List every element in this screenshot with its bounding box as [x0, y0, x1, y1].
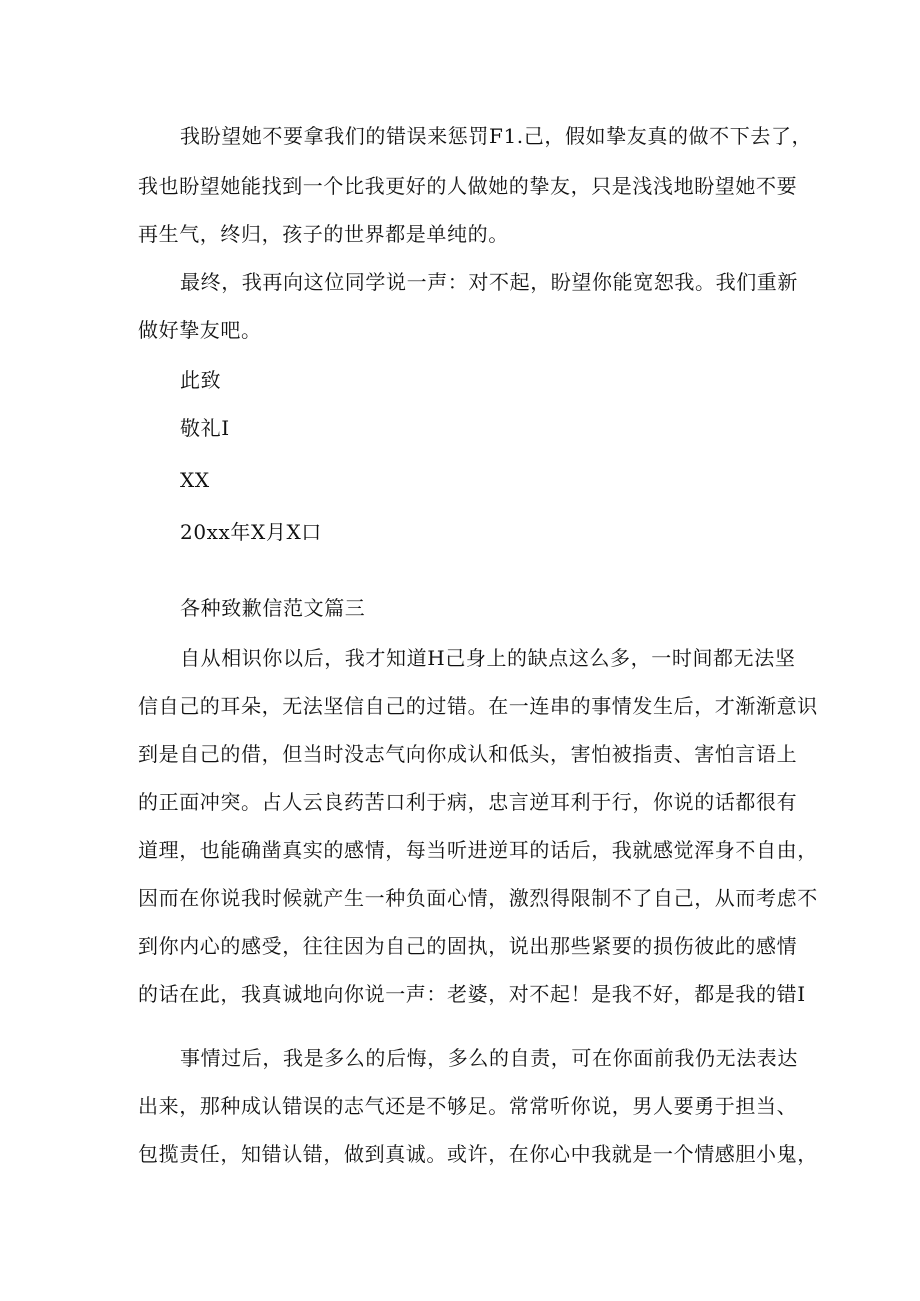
- section-heading: 各种致歉信范文篇三: [180, 596, 366, 620]
- paragraph-line: 到是自己的借，但当时没志气向你成认和低头，害怕被指责、害怕言语上: [138, 742, 798, 766]
- paragraph-line: 再生气，终归，孩子的世界都是单纯的。: [138, 222, 509, 246]
- closing-regards: 敬礼I: [180, 416, 230, 440]
- paragraph-line: 我盼望她不要拿我们的错误来惩罚F1.己，假如挚友真的做不下去了，: [180, 124, 813, 148]
- paragraph-line: 道理，也能确凿真实的感情，每当听进逆耳的话后，我就感觉浑身不自由，: [138, 838, 818, 862]
- paragraph-line: 最终，我再向这位同学说一声：对不起，盼望你能宽恕我。我们重新: [180, 270, 798, 294]
- paragraph-line: 信自己的耳朵，无法坚信自己的过错。在一连串的事情发生后，才渐渐意识: [138, 694, 818, 718]
- signature-date: 20xx年X月X口: [180, 520, 322, 544]
- signature-name: XX: [180, 468, 210, 492]
- paragraph-line: 的正面冲突。占人云良药苦口利于病，忠言逆耳利于行，你说的话都很有: [138, 790, 798, 814]
- paragraph-line: 的话在此，我真诚地向你说一声：老婆，对不起！是我不好，都是我的错I: [138, 982, 806, 1006]
- paragraph-line: 出来，那种成认错误的志气还是不够足。常常听你说，男人要勇于担当、: [138, 1094, 798, 1118]
- closing-salutation: 此致: [180, 368, 222, 392]
- paragraph-line: 到你内心的感受，往往因为自己的固执，说出那些紧要的损伤彼此的感情: [138, 934, 798, 958]
- paragraph-line: 自从相识你以后，我才知道H己身上的缺点这么多，一时间都无法坚: [180, 646, 796, 670]
- paragraph-line: 做好挚友吧。: [138, 318, 262, 342]
- paragraph-line: 事情过后，我是多么的后悔，多么的自责，可在你面前我仍无法表达: [180, 1046, 798, 1070]
- paragraph-line: 包揽责任，知错认错，做到真诚。或许，在你心中我就是一个情感胆小鬼，: [138, 1142, 818, 1166]
- paragraph-line: 因而在你说我时候就产生一种负面心情，激烈得限制不了自己，从而考虑不: [138, 886, 818, 910]
- paragraph-line: 我也盼望她能找到一个比我更好的人做她的挚友，只是浅浅地盼望她不要: [138, 174, 798, 198]
